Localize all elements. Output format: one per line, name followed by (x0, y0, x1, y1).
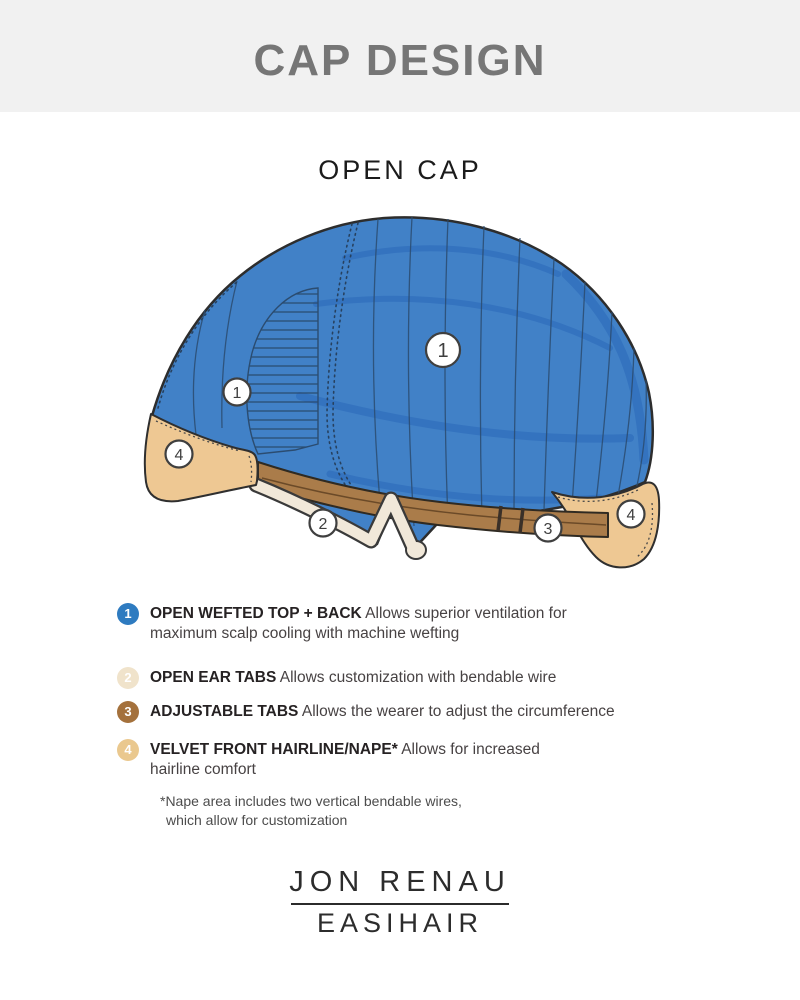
legend-item-open-ear-tabs (117, 668, 777, 689)
legend-desc-4b: hairline comfort (150, 761, 256, 778)
callout-2 (310, 510, 337, 537)
legend (117, 604, 777, 829)
callout-1-main (426, 333, 460, 367)
legend-text-4 (150, 740, 540, 780)
callout-4-left (166, 441, 193, 468)
legend-desc-3a: Allows the wearer to adjust the circumference (301, 703, 615, 720)
footnote-line1: *Nape area includes two vertical bendable wires, (160, 793, 462, 809)
legend-footnote (160, 792, 777, 829)
legend-desc-4a: Allows for increased (401, 741, 540, 758)
brand-logo (0, 866, 800, 939)
legend-item-velvet-front (117, 740, 777, 780)
legend-badge-4: 4 (117, 739, 139, 761)
callout-4-right (618, 501, 645, 528)
legend-label-1: OPEN WEFTED TOP + BACK (150, 605, 362, 622)
cap-diagram (0, 193, 800, 605)
footnote-line2: which allow for customization (166, 811, 348, 828)
legend-text-2 (150, 668, 556, 688)
svg-text:1: 1 (232, 385, 242, 402)
legend-label-2: OPEN EAR TABS (150, 669, 277, 686)
legend-item-open-wefted-top (117, 604, 777, 644)
legend-badge-3: 3 (117, 701, 139, 723)
legend-label-3: ADJUSTABLE TABS (150, 703, 299, 720)
legend-label-4: VELVET FRONT HAIRLINE/NAPE* (150, 741, 398, 758)
legend-badge-2: 2 (117, 667, 139, 689)
legend-text-1 (150, 604, 567, 644)
brand-subname: EASIHAIR (316, 908, 484, 938)
svg-text:4: 4 (626, 507, 636, 524)
svg-text:1: 1 (437, 340, 449, 362)
legend-text-3 (150, 702, 615, 722)
legend-desc-1a: Allows superior ventilation for (365, 605, 567, 622)
page-title: CAP DESIGN (253, 36, 547, 85)
legend-desc-1b: maximum scalp cooling with machine wefting (150, 625, 460, 642)
callout-3 (535, 515, 562, 542)
diagram-subtitle: OPEN CAP (318, 155, 482, 185)
brand-divider (291, 903, 509, 905)
callout-1-front (224, 379, 251, 406)
svg-text:2: 2 (318, 516, 328, 533)
legend-item-adjustable-tabs (117, 702, 777, 723)
svg-text:3: 3 (543, 521, 553, 538)
legend-desc-2a: Allows customization with bendable wire (279, 669, 557, 686)
legend-badge-1: 1 (117, 603, 139, 625)
brand-name: JON RENAU (289, 866, 511, 898)
svg-text:4: 4 (174, 447, 184, 464)
